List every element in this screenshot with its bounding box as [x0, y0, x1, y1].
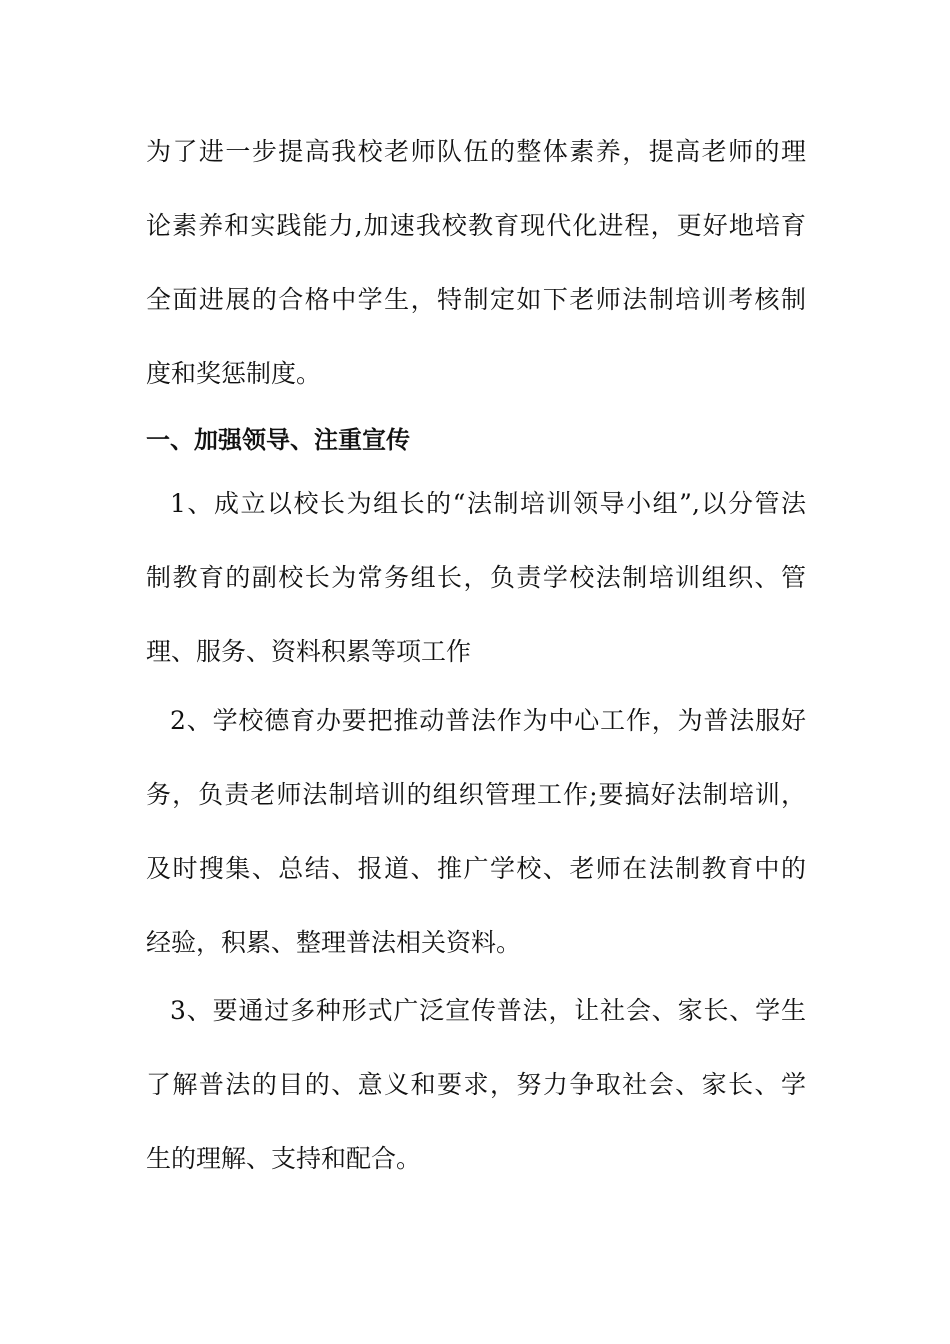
- section-1-heading: 一、加强领导、注重宣传: [146, 426, 410, 454]
- item-1-line-3: 理、服务、资料积累等项工作: [146, 637, 472, 666]
- item-3-line-3: 生的理解、支持和配合。: [146, 1144, 422, 1173]
- intro-line-2: 论素养和实践能力,加速我校教育现代化进程，更好地培育: [146, 211, 806, 240]
- intro-line-1: 为了进一步提高我校老师队伍的整体素养，提高老师的理: [146, 137, 806, 166]
- item-2-line-3: 及时搜集、总结、报道、推广学校、老师在法制教育中的: [146, 854, 806, 883]
- item-2-line-1: 2、学校德育办要把推动普法作为中心工作，为普法服好: [170, 706, 806, 735]
- intro-line-4: 度和奖惩制度。: [146, 359, 322, 388]
- item-1-line-1: 1、成立以校长为组长的“法制培训领导小组”,以分管法: [170, 489, 806, 518]
- item-2-line-2: 务，负责老师法制培训的组织管理工作;要搞好法制培训，: [146, 780, 806, 809]
- item-1-line-2: 制教育的副校长为常务组长，负责学校法制培训组织、管: [146, 563, 806, 592]
- item-3-line-1: 3、要通过多种形式广泛宣传普法，让社会、家长、学生: [170, 996, 806, 1025]
- item-2-line-4: 经验，积累、整理普法相关资料。: [146, 928, 522, 957]
- item-3-line-2: 了解普法的目的、意义和要求，努力争取社会、家长、学: [146, 1070, 806, 1099]
- intro-line-3: 全面进展的合格中学生，特制定如下老师法制培训考核制: [146, 285, 806, 314]
